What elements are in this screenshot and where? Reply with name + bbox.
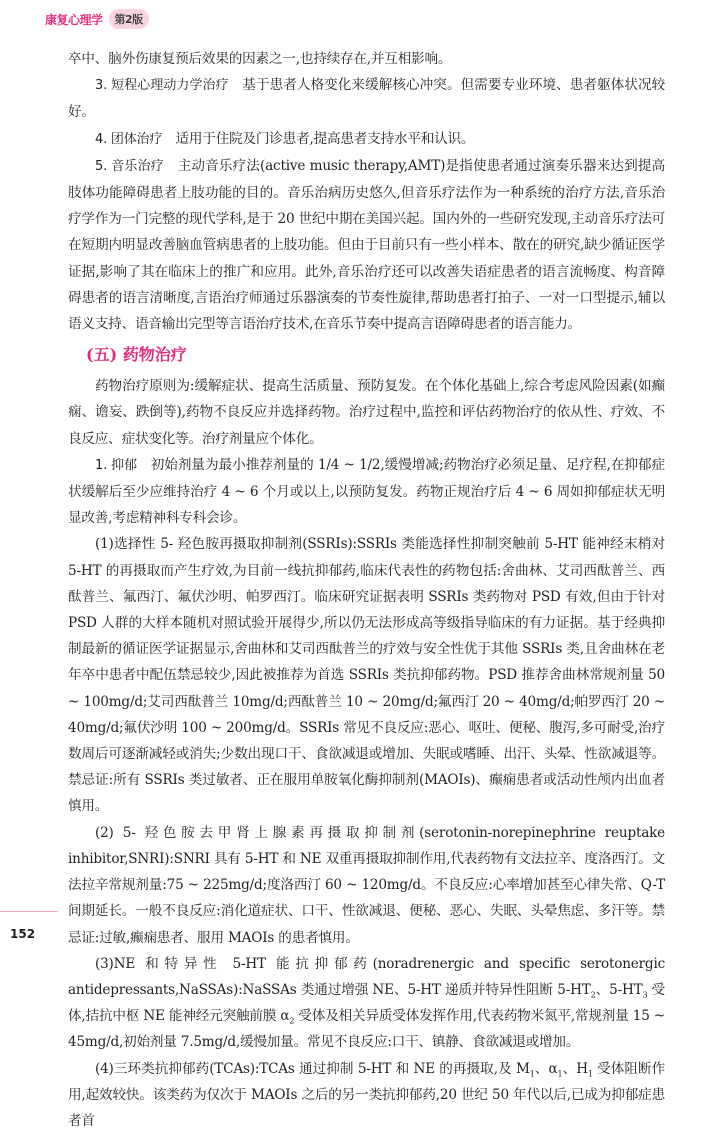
subscript: 2: [590, 990, 596, 1000]
section-intro: 药物治疗原则为:缓解症状、提高生活质量、预防复发。在个体化基础上,综合考虑风险因素(如癫痫、谵妄、跌倒等),药物不良反应并选择药物。治疗过程中,监控和评估药物治疗的依从性、疗效、不良反应、症状变化等。治疗剂量应个体化。: [68, 378, 665, 447]
edition-badge: 第2版: [109, 9, 149, 29]
item-text: 基于患者人格变化来缓解核心冲突。但需要专业环境、患者躯体状况较好。: [68, 77, 665, 121]
book-title: 康复心理学: [45, 12, 103, 27]
item-lead: 4. 团体治疗: [95, 131, 163, 147]
text-run: 、5-HT: [595, 981, 643, 998]
subscript: 1: [557, 1069, 563, 1079]
page-body: [68, 46, 665, 1134]
drug-class-nassa: [68, 951, 665, 1056]
text-run: (4)三环类抗抑郁药(TCAs):TCAs 通过抑制 5-HT 和 NE 的再摄取,及 M: [95, 1060, 530, 1077]
subscript: 2: [289, 1016, 295, 1026]
paragraph-continued: 卒中、脑外伤康复预后效果的因素之一,也持续存在,并互相影响。: [68, 51, 452, 67]
item-text: 适用于住院及门诊患者,提高患者支持水平和认识。: [162, 130, 475, 147]
item-text: 主动音乐疗法(active music therapy,AMT)是指使患者通过演奏乐器来达到提高肢体功能障碍患者上肢功能的目的。音乐治病历史悠久,但音乐疗法作为一种系统的治疗方法,音乐治疗学作为一门完整的现代学科,是于 20 世纪中期在美国兴起。国内外的一些研究发现,主动音乐疗法可在短期内明显改善脑血管病患者的上肢功能。但由于目前只有一些小样本、散在的研究,缺少循证医学证据,影响了其在临床上的推广和应用。此外,音乐治疗还可以改善失语症患者的语言流畅度、构音障碍患者的语言清晰度,言语治疗师通过乐器演奏的节奏性旋律,帮助患者打拍子、一对一口型提示,辅以语义支持、语音输出完型等言语治疗技术,在音乐节奏中提高言语障碍患者的语言能力。: [68, 157, 665, 333]
running-header: [45, 9, 149, 29]
item-short-psychodynamic: [68, 72, 665, 125]
subscript: 3: [642, 990, 648, 1000]
page-number: 152: [10, 927, 36, 941]
item-depression: [68, 452, 665, 532]
item-music-therapy: [68, 153, 665, 337]
item-lead: 1. 抑郁: [95, 457, 138, 473]
text-run: 受体,拮抗中枢 NE 能神经元突触前膜 α: [68, 981, 665, 1025]
text-run: 受体阻断作用,起效较快。该类药为仅次于 MAOIs 之后的另一类抗抑郁药,20 世纪 50 年代以后,已成为抑郁症患者首: [68, 1060, 665, 1129]
footer-divider: [0, 911, 58, 912]
drug-class-snri: (2) 5- 羟色胺去甲肾上腺素再摄取抑制剂(serotonin-norepinephrine reuptake inhibitor,SNRI):SNRI 具有 5-HT 和 NE 双重再摄取抑制作用,代表药物有文法拉辛、度洛西汀。文法拉辛常规剂量:75 ~ 225mg/d;度洛西汀 60 ~ 120mg/d。不良反应:心率增加甚至心律失常、Q-T 间期延长。一般不良反应:消化道症状、口干、性欲减退、便秘、恶心、失眠、头晕焦虑、多汗等。禁忌证:过敏,癫痫患者、服用 MAOIs 的患者慎用。: [68, 824, 665, 946]
subscript: 1: [529, 1069, 535, 1079]
item-lead: 3. 短程心理动力学治疗: [95, 78, 229, 94]
text-run: (3)NE 和特异性 5-HT 能抗抑郁药(noradrenergic and specific serotonergic antidepressants,NaSSAs):NaSSAs 类通过增强 NE、5-HT 递质并特异性阻断 5-HT: [68, 955, 665, 998]
drug-class-ssri: (1)选择性 5- 羟色胺再摄取抑制剂(SSRIs):SSRIs 类能选择性抑制突触前 5-HT 能神经末梢对 5-HT 的再摄取而产生疗效,为目前一线抗抑郁药,临床代表性的药物包括:舍曲林、艾司西酞普兰、西酞普兰、氟西汀、氟伏沙明、帕罗西汀。临床研究证据表明 SSRIs 类药物对 PSD 有效,但由于针对 PSD 人群的大样本随机对照试验开展得少,所以仍无法形成高等级指导临床的有力证据。基于经典抑制最新的循证医学证据显示,舍曲林和艾司西酞普兰的疗效与安全性优于其他 SSRIs 类,且舍曲林在老年卒中患者中配伍禁忌较少,因此被推荐为首选 SSRIs 类抗抑郁药物。PSD 推荐舍曲林常规剂量 50 ~ 100mg/d;艾司西酞普兰 10mg/d;西酞普兰 10 ~ 20mg/d;氟西汀 20 ~ 40mg/d;帕罗西汀 20 ~ 40mg/d;氟伏沙明 100 ~ 200mg/d。SSRIs 常见不良反应:恶心、呕吐、便秘、腹泻,多可耐受,治疗数周后可逐渐减轻或消失;少数出现口干、食欲减退或增加、失眠或嗜睡、出汗、头晕、性欲减退等。禁忌证:所有 SSRIs 类过敏者、正在服用单胺氧化酶抑制剂(MAOIs)、癫痫患者或活动性颅内出血者慎用。: [68, 536, 665, 815]
text-run: 、α: [534, 1060, 558, 1077]
subscript: 1: [587, 1069, 593, 1079]
section-heading: (五) 药物治疗: [86, 345, 187, 365]
item-group-therapy: [68, 126, 665, 153]
item-text: 初始剂量为最小推荐剂量的 1/4 ~ 1/2,缓慢增减;药物治疗必须足量、足疗程,在抑郁症状缓解后至少应维持治疗 4 ~ 6 个月或以上,以预防复发。药物正规治疗后 4 ~ 6 周如抑郁症状无明显改善,考虑精神科专科会诊。: [68, 456, 665, 527]
item-lead: 5. 音乐治疗: [95, 158, 164, 174]
text-run: 受体及相关异质受体发挥作用,代表药物米氮平,常规剂量 15 ~ 45mg/d,初始剂量 7.5mg/d,缓慢加量。常见不良反应:口干、镇静、食欲减退或增加。: [68, 1008, 665, 1051]
drug-class-tca: [68, 1056, 665, 1134]
text-run: 、H: [562, 1060, 588, 1077]
